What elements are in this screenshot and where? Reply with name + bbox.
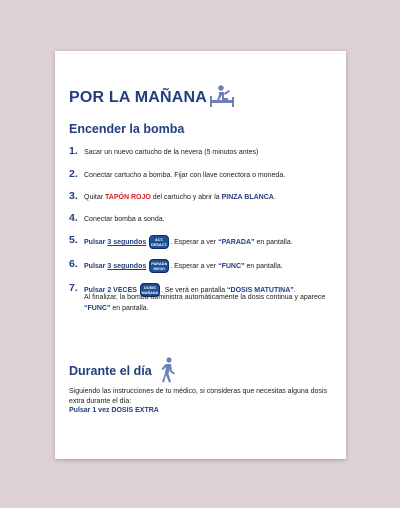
step-text (84, 193, 339, 203)
step-text-part: Quitar (84, 194, 106, 201)
step-text-part: . (273, 194, 276, 201)
act-desact-button-badge (149, 235, 169, 249)
screen-message: “FUNC” (218, 262, 245, 270)
section-heading-encender: Encender la bomba (69, 122, 185, 136)
duration-label: 3 segundos (107, 262, 147, 270)
step-text-part: . Se verá en pantalla (160, 286, 228, 294)
press-label: Pulsar 2 VECES (84, 286, 137, 294)
press-label: Pulsar (84, 238, 106, 246)
step-number: 4. (69, 212, 78, 224)
after-note-text: Al finalizar, la bomba administra automáticamente la dosis continua y aparece (84, 294, 326, 301)
step-text-part: en pantalla. (254, 238, 293, 246)
step-text-part: . Esperar a ver (170, 262, 219, 270)
screen-message: “PARADA” (218, 238, 255, 246)
badge-line: INICIO (153, 266, 166, 271)
section-heading-durante: Durante el día (69, 364, 152, 378)
step-text-part: del cartucho y abrir la (150, 194, 222, 201)
step-number: 7. (69, 282, 78, 294)
step-text-part: en pantalla. (244, 262, 283, 270)
extra-dose-text: Siguiendo las instrucciones de tu médico, si consideras que necesitas alguna dosis extra durante el día: (69, 388, 327, 405)
screen-message: “FUNC” (84, 304, 111, 312)
after-note-text: en pantalla. (110, 304, 149, 312)
screen-message: “DOSIS MATUTINA” (227, 286, 294, 294)
step-text-part: . Esperar a ver (170, 238, 219, 246)
press-label: Pulsar (84, 262, 106, 270)
step-text: Conectar bomba a sonda. (84, 216, 165, 223)
step-text (84, 259, 339, 273)
walking-person-icon (160, 357, 176, 383)
step-number: 3. (69, 190, 78, 202)
step-text-part: . (293, 286, 296, 294)
red-cap-label: TAPÓN ROJO (105, 194, 151, 201)
page-title: POR LA MAÑANA (69, 89, 207, 106)
badge-line: MAÑANA (141, 290, 159, 295)
bed-person-icon (209, 84, 235, 108)
parada-inicio-button-badge (149, 259, 169, 273)
badge-line: DOSIS (143, 286, 156, 290)
duration-label: 3 segundos (107, 238, 147, 246)
white-clamp-label: PINZA BLANCA (221, 194, 274, 201)
badge-line: DESACT. (151, 242, 168, 247)
step-text: Conectar cartucho a bomba. Fijar con llave conectora o moneda. (84, 172, 286, 179)
badge-line: PARADA (151, 262, 168, 266)
step-number: 6. (69, 258, 78, 270)
step-number: 1. (69, 145, 78, 157)
step-text: Sacar un nuevo cartucho de la nevera (5 minutos antes) (84, 149, 259, 156)
step-number: 5. (69, 234, 78, 246)
instruction-card (55, 51, 346, 459)
extra-dose-instruction: Pulsar 1 vez DOSIS EXTRA (69, 407, 159, 414)
step-number: 2. (69, 168, 78, 180)
extra-dose-note (69, 387, 331, 416)
badge-line: ACT. (155, 238, 164, 242)
step-text (84, 235, 339, 249)
